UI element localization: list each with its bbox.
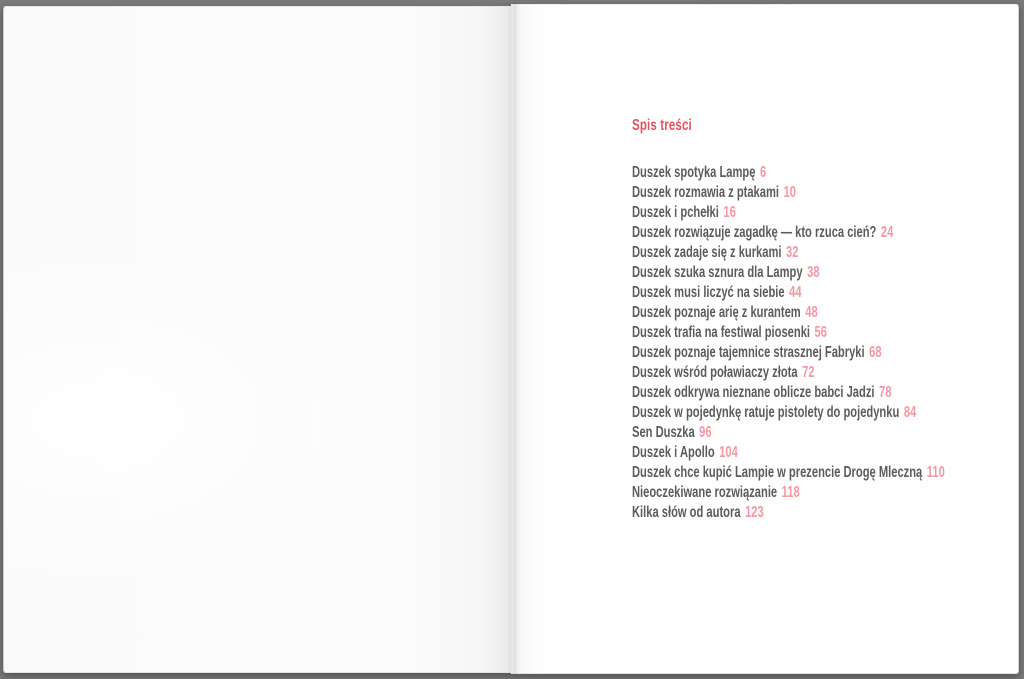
toc-entry-page-number: 32 (786, 244, 799, 261)
toc-entry (632, 223, 1024, 243)
toc-entry-page-number: 72 (802, 364, 815, 381)
toc-entry-page-number: 84 (903, 404, 917, 421)
toc-entry-title: Sen Duszka (632, 424, 698, 441)
toc-entry (632, 343, 1024, 363)
toc-entry-title: Duszek zadaje się z kurkami (632, 244, 785, 261)
toc-entry-page-number: 118 (781, 484, 800, 501)
toc-entry-title: Duszek poznaje arię z kurantem (632, 304, 804, 321)
toc-entry-page-number: 10 (783, 184, 796, 201)
toc-entry-title: Duszek odkrywa nieznane oblicze babci Jadzi (632, 384, 878, 401)
toc-entry (632, 183, 1024, 203)
toc-entry (632, 163, 1024, 183)
toc-heading: Spis treści (632, 117, 692, 134)
toc-entry-page-number: 78 (879, 384, 892, 401)
toc-entry-title: Duszek chce kupić Lampie w prezencie Drogę Mleczną (632, 464, 926, 481)
toc-entry (632, 203, 1024, 223)
toc-entry-page-number: 38 (807, 264, 820, 281)
toc-entry-title: Duszek trafia na festiwal piosenki (632, 324, 814, 341)
toc-entry-title: Duszek i Apollo (632, 444, 718, 461)
toc-entry-page-number: 6 (759, 164, 767, 181)
toc-entry-page-number: 104 (719, 444, 738, 461)
toc-entry (632, 383, 1024, 403)
toc-entry-page-number: 44 (789, 284, 802, 301)
toc-entry-title: Nieoczekiwane rozwiązanie (632, 484, 781, 501)
toc-entry-title: Duszek szuka sznura dla Lampy (632, 264, 806, 281)
toc-entry-page-number: 48 (805, 304, 818, 321)
toc-entry-page-number: 16 (723, 204, 736, 221)
toc-entry (632, 263, 1024, 283)
book-spread (3, 3, 1019, 674)
toc-entry-title: Duszek rozwiązuje zagadkę — kto rzuca cień? (632, 224, 880, 241)
toc-entry-page-number: 24 (880, 224, 894, 241)
toc-entry (632, 243, 1024, 263)
toc-entry (632, 283, 1024, 303)
toc-entry-title: Duszek musi liczyć na siebie (632, 284, 788, 301)
right-page (511, 4, 1019, 674)
toc-entry-page-number: 68 (869, 344, 882, 361)
toc-entry (632, 463, 1024, 483)
toc-entry-title: Duszek w pojedynkę ratuje pistolety do pojedynku (632, 404, 903, 421)
toc-entry (632, 483, 1024, 503)
toc-entry (632, 423, 1024, 443)
toc-entry (632, 403, 1024, 423)
toc-entry-page-number: 56 (814, 324, 827, 341)
toc-entry-title: Duszek spotyka Lampę (632, 164, 759, 181)
toc-entry (632, 443, 1024, 463)
toc-entry-page-number: 123 (745, 504, 764, 521)
toc-entry-page-number: 110 (926, 464, 945, 481)
toc-entry-title: Kilka słów od autora (632, 504, 744, 521)
toc-entry (632, 323, 1024, 343)
toc-entry-page-number: 96 (699, 424, 712, 441)
toc-entry (632, 363, 1024, 383)
toc-entry-title: Duszek wśród poławiaczy złota (632, 364, 801, 381)
toc-entry-title: Duszek i pchełki (632, 204, 722, 221)
toc-entry-title: Duszek poznaje tajemnice strasznej Fabryki (632, 344, 868, 361)
toc-entry (632, 303, 1024, 323)
left-page-blank (3, 6, 511, 673)
toc-entry-title: Duszek rozmawia z ptakami (632, 184, 783, 201)
toc-entry (632, 503, 1024, 523)
table-of-contents (632, 116, 1024, 523)
toc-list (632, 163, 1024, 523)
